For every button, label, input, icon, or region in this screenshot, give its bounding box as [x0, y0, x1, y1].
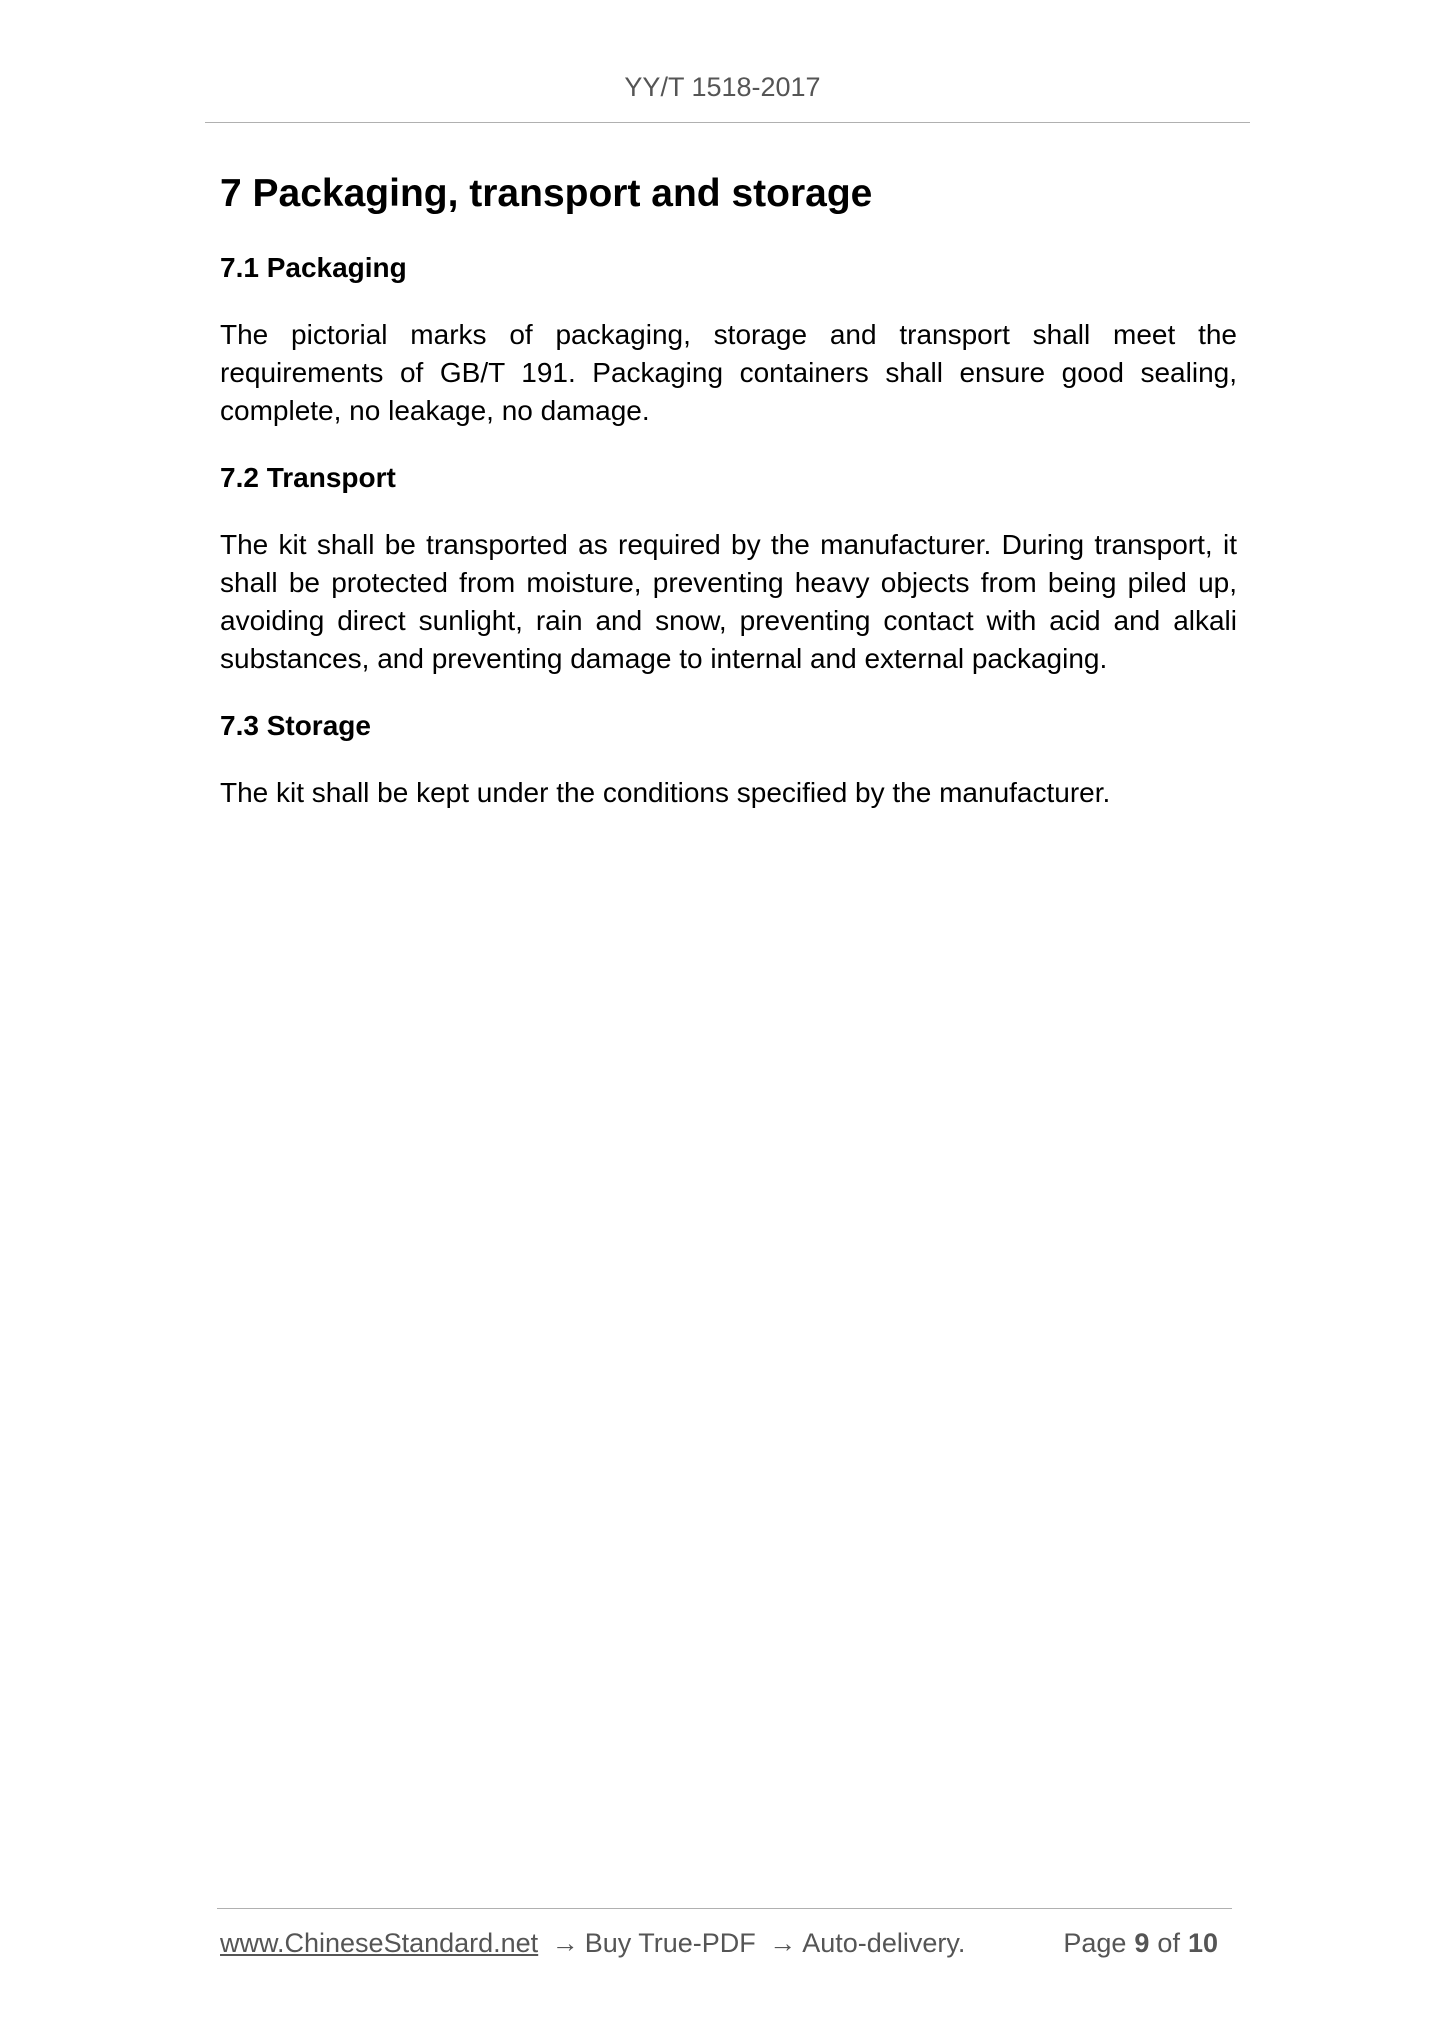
arrow-right-icon: → — [551, 1928, 579, 1958]
page-content — [220, 168, 1237, 812]
page-of-label: of — [1157, 1928, 1180, 1958]
page-current: 9 — [1134, 1928, 1150, 1958]
page-label: Page — [1063, 1928, 1127, 1958]
header-divider — [205, 122, 1250, 123]
paragraph-transport: The kit shall be transported as required by the manufacturer. During transport, it shall be protected from moisture, preventing heavy objects from being piled up, avoiding direct sunlight, rain and snow, preventing contact with acid and alkali substances, and preventing damage to internal and external packaging. — [220, 529, 1237, 674]
subsection-title-storage: 7.3 Storage — [220, 710, 371, 741]
footer-divider — [217, 1908, 1232, 1909]
page-number — [1063, 1925, 1226, 1961]
subsection-title-transport: 7.2 Transport — [220, 462, 396, 493]
website-link[interactable]: www.ChineseStandard.net — [220, 1928, 539, 1958]
paragraph-packaging: The pictorial marks of packaging, storage and transport shall meet the requirements of GB/T 191. Packaging containers shall ensure good sealing, complete, no leakage, no damage. — [220, 319, 1237, 426]
subsection-title-packaging: 7.1 Packaging — [220, 252, 407, 283]
paragraph-storage: The kit shall be kept under the conditions specified by the manufacturer. — [220, 777, 1111, 808]
section-title: 7 Packaging, transport and storage — [220, 172, 873, 215]
arrow-right-icon: → — [769, 1928, 797, 1958]
page-total: 10 — [1187, 1928, 1218, 1958]
footer-promo — [220, 1925, 965, 1961]
auto-delivery-text: Auto-delivery. — [802, 1928, 966, 1958]
buy-true-pdf-text: Buy True-PDF — [584, 1928, 756, 1958]
document-code-header: YY/T 1518-2017 — [624, 72, 821, 102]
page-footer — [220, 1925, 1232, 1965]
